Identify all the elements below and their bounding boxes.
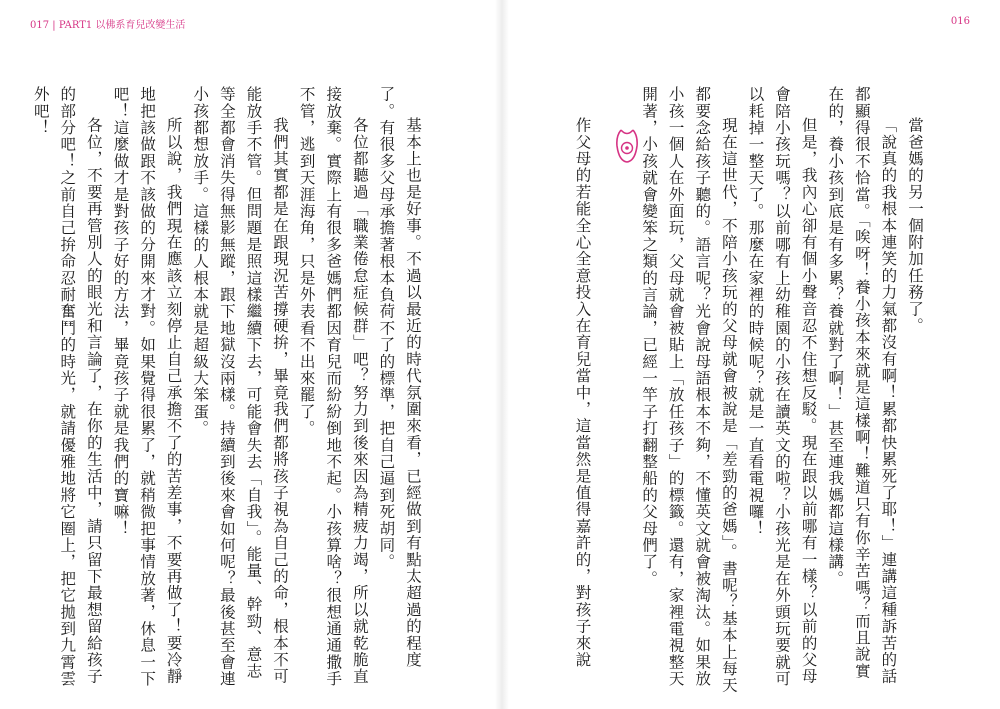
right-page-text <box>564 86 928 696</box>
paragraph: 當爸媽的另一個附加任務了。 <box>906 117 924 335</box>
left-page-text <box>31 86 426 696</box>
paragraph: 現在這世代，不陪小孩玩的父母就會被說是「差勁的爸媽」。書呢？基本上每天都要念給孩子聽的。語言呢？光會說母語根本不夠，不懂英文就會被淘汰。如果放小孩一個人在外面玩，父母就會被貼上「放任孩子」的標籤。還有，家裡電視整天開著，小孩就會變笨之類的言論，已經一竿子打翻整船的父母們了。 <box>640 86 738 694</box>
paragraph: 我們其實都是在跟現況苦撐硬拚，畢竟我們都將孩子視為自己的命，根本不可能放手不管。但問題是照這樣繼續下去，可能會失去「自我」。能量、幹勁、意志等全都會消失得無影無蹤，跟下地獄沒兩樣。持續到後來會如何呢？最後甚至會連小孩都想放手。這樣的人根本就是超級大笨蛋。 <box>191 86 290 688</box>
page-header-left: 017 | PART1 以佛系育兒改變生活 <box>30 20 186 31</box>
paragraph: 作父母的若能全心全意投入在育兒當中，這當然是值得嘉許的，對孩子來說 <box>573 117 592 669</box>
book-gutter <box>495 0 509 709</box>
pink-bib-flower-icon <box>614 128 640 164</box>
page-number-right: 016 <box>950 16 970 27</box>
paragraph: 但是，我內心卻有個小聲音忍不住想反駁。現在跟以前哪有一樣？以前的父母會陪小孩玩嗎？以前哪有上幼稚園的小孩在讀英文的啦？小孩光是在外頭玩要就可以耗掉一整天了。那麼在家裡的時候呢？就是一直看電視囉！ <box>746 86 818 688</box>
paragraph: 基本上也是好事。不過以最近的時代氛圍來看，已經做到有點太超過的程度了。有很多父母承擔著根本負荷不了的標準，把自己逼到死胡同。 <box>377 86 422 669</box>
paragraph: 各位，不要再管別人的眼光和言論了，在你的生活中，請只留下最想留給孩子的部分吧！之前自己拚命忍耐奮鬥的時光，就請優雅地將它圈上，把它拋到九霄雲外吧！ <box>31 86 103 688</box>
paragraph: 所以說，我們現在應該立刻停止自己承擔不了的苦差事，不要再做了！要冷靜地把該做跟不該做的分開來才對。如果覺得很累了，就稍微把事情放著，休息一下吧！這麼做才是對孩子好的方法，畢竟孩子就是我們的寶嘛！ <box>111 86 183 688</box>
paragraph: 「說真的我根本連笑的力氣都沒有啊！累都快累死了耶！」連講這種訴苦的話都顯得很不恰當。「唉呀！養小孩本來就是這樣啊！難道只有你辛苦嗎？而且說實在的，養小孩到底是有多累？養就對了啊！」甚至連我媽都這樣講。 <box>826 86 898 685</box>
paragraph: 各位都聽過「職業倦怠症候群」吧？努力到後來因為精疲力竭，所以就乾脆直接放棄。實際上有很多爸媽們都因育兒而紛紛倒地不起。小孩算啥？很想通通撒手不管，逃到天涯海角，只是外表看不出來罷了。 <box>297 86 369 688</box>
